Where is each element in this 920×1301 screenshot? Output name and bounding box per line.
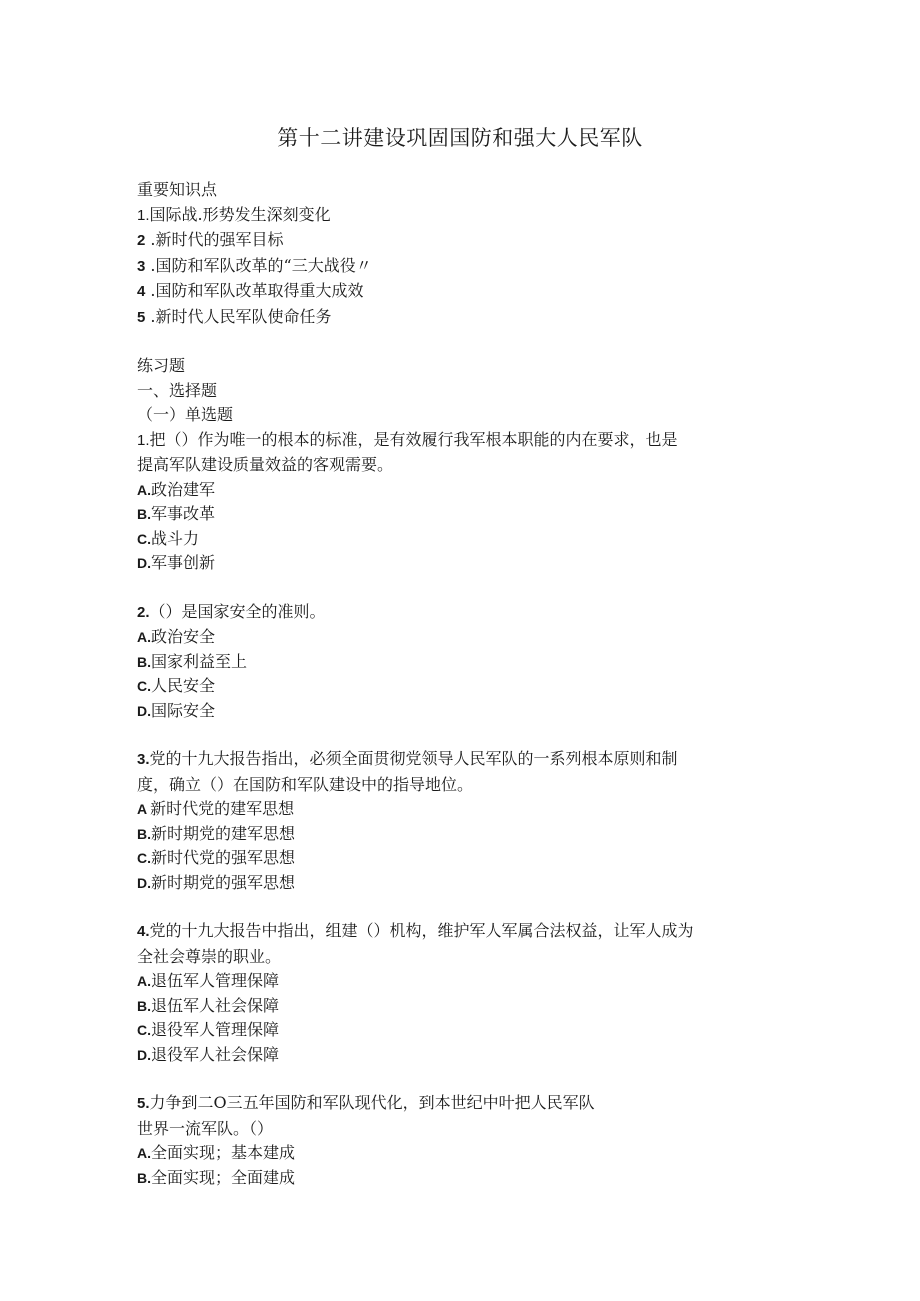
subsection-heading: （一）单选题 (137, 405, 234, 424)
option-letter: C. (137, 1022, 151, 1038)
option-item (137, 822, 797, 847)
option-text: 军事改革 (151, 504, 216, 523)
option-text: 军事创新 (151, 553, 216, 572)
option-letter: B. (137, 1169, 151, 1186)
question-number: 2. (137, 603, 150, 621)
option-item (137, 1166, 797, 1191)
key-point-item (137, 279, 797, 305)
option-letter: B. (137, 997, 151, 1014)
option-item (137, 969, 797, 994)
option-text: 全面实现；全面建成 (151, 1167, 296, 1187)
question-line: 提高军队建设质量效益的客观需要。 (137, 455, 394, 474)
option-text: 政治建军 (151, 479, 216, 499)
option-letter: A. (137, 973, 151, 989)
question-number: 1. (137, 431, 150, 449)
option-text: 新时期党的建军思想 (151, 823, 296, 843)
option-text: 全面实现；基本建成 (151, 1143, 296, 1162)
document-body (137, 178, 797, 1190)
question-block (137, 1091, 797, 1190)
page-title: 第十二讲建设巩固国防和强大人民军队 (277, 126, 643, 150)
key-point-item (137, 254, 797, 280)
key-point-number: 4 (137, 283, 146, 300)
key-point-text: .国防和军队改革的“三大战役〃 (145, 255, 372, 275)
option-letter: D. (137, 555, 151, 571)
question-line: 世界一流军队。（） (137, 1118, 274, 1138)
key-points-heading: 重要知识点 (137, 180, 218, 199)
option-text: 新时代党的建军思想 (150, 799, 295, 818)
option-item (137, 551, 797, 576)
option-text: 新时期党的强军思想 (151, 872, 296, 892)
question-line: 把（）作为唯一的根本的标准，是有效履行我军根本职能的内在要求，也是 (149, 429, 678, 449)
option-item (137, 478, 797, 503)
option-item (137, 699, 797, 724)
question-number: 3. (137, 751, 150, 768)
option-item (137, 797, 797, 822)
option-text: 退伍军人社会保障 (151, 995, 280, 1015)
option-text: 退役军人社会保障 (151, 1044, 280, 1064)
option-item (137, 674, 797, 699)
key-point-item (137, 305, 797, 331)
question-number: 4. (137, 923, 150, 940)
option-letter: B. (137, 653, 151, 670)
option-item (137, 527, 797, 552)
option-item (137, 1018, 797, 1043)
option-text: 退伍军人管理保障 (151, 971, 280, 990)
option-text: 战斗力 (151, 528, 200, 548)
question-block (137, 919, 797, 1067)
question-number: 5. (137, 1095, 150, 1112)
question-text (137, 428, 797, 454)
question-text (137, 1091, 797, 1117)
section-heading: 一、选择题 (137, 380, 218, 400)
exercises-heading: 练习题 (137, 356, 186, 375)
question-text (137, 747, 797, 773)
option-item (137, 994, 797, 1019)
question-line: 党的十九大报告指出，必须全面贯彻党领导人民军队的一系列根本原则和制 (149, 749, 678, 768)
key-point-item (137, 228, 797, 254)
question-line: （）是国家安全的准则。 (149, 601, 326, 621)
option-text: 国际安全 (151, 700, 216, 720)
option-text: 政治安全 (151, 627, 216, 646)
option-text: 新时代党的强军思想 (151, 848, 296, 867)
option-letter: C. (137, 678, 151, 694)
option-letter: C. (137, 530, 151, 547)
key-point-text: .国防和军队改革取得重大成效 (145, 281, 364, 300)
option-item (137, 846, 797, 871)
option-letter: D. (137, 702, 151, 719)
key-point-item (137, 203, 797, 229)
key-point-number: 3 (137, 257, 146, 275)
option-text: 退役军人管理保障 (151, 1020, 280, 1039)
option-letter: A. (137, 629, 151, 645)
question-line: 力争到二O三五年国防和军队现代化，到本世纪中叶把人民军队 (149, 1093, 595, 1112)
question-line: 党的十九大报告中指出，组建（）机构，维护军人军属合法权益，让军人成为 (149, 921, 694, 940)
question-text (137, 919, 797, 945)
option-letter: B. (137, 825, 151, 842)
question-block (137, 600, 797, 724)
option-text: 人民安全 (151, 676, 216, 695)
key-points-list (137, 203, 797, 331)
question-line: 全社会尊崇的职业。 (137, 946, 282, 966)
option-item (137, 625, 797, 650)
key-point-text: .新时代人民军队使命任务 (145, 306, 332, 326)
key-point-number: 2 (137, 232, 146, 249)
option-item (137, 1141, 797, 1166)
option-letter: A. (137, 1145, 151, 1161)
option-item (137, 1043, 797, 1068)
option-letter: D. (137, 1046, 151, 1063)
option-letter: A (137, 801, 148, 817)
option-letter: D. (137, 874, 151, 891)
option-text: 国家利益至上 (151, 651, 248, 671)
option-item (137, 650, 797, 675)
question-block (137, 428, 797, 576)
option-item (137, 502, 797, 527)
key-point-number: 1. (137, 206, 150, 224)
option-letter: C. (137, 850, 151, 866)
question-line: 度，确立（）在国防和军队建设中的指导地位。 (137, 774, 474, 794)
option-letter: B. (137, 506, 151, 522)
key-point-text: 国际战.形势发生深刻变化 (149, 204, 331, 224)
question-text (137, 600, 797, 626)
key-point-text: .新时代的强军目标 (145, 230, 284, 249)
question-block (137, 747, 797, 895)
key-point-number: 5 (137, 308, 146, 326)
option-item (137, 871, 797, 896)
option-letter: A. (137, 481, 151, 498)
